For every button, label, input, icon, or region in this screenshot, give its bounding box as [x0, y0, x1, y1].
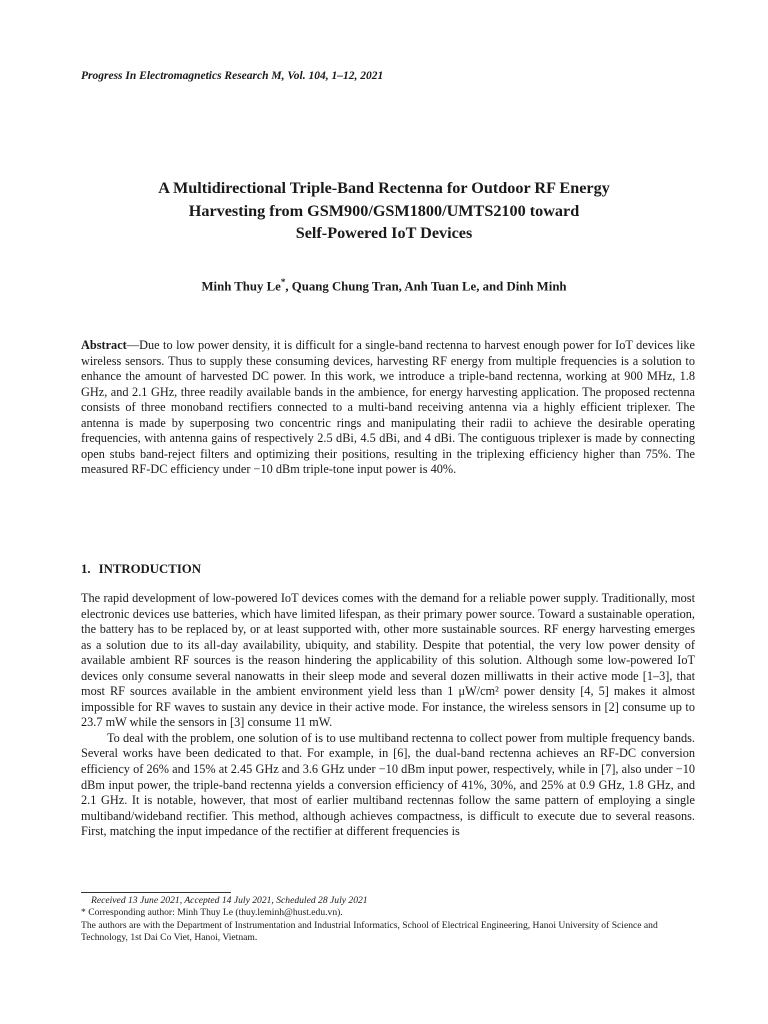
footnotes [81, 895, 695, 944]
title-line: Self-Powered IoT Devices [295, 224, 473, 242]
abstract-label: Abstract [81, 338, 127, 352]
section-heading [81, 562, 201, 577]
title-line: Harvesting from GSM900/GSM1800/UMTS2100 toward [188, 201, 580, 220]
affiliation: The authors are with the Department of Instrumentation and Industrial Informatics, School of Electrical Engineering, Hanoi University of Science and Technology, 1st Dai Co Viet, Hanoi, Vietnam. [81, 919, 658, 943]
section-title: INTRODUCTION [98, 562, 201, 576]
paragraph: To deal with the problem, one solution of is to use multiband rectenna to collect power from multiple frequency bands. Several works have been dedicated to that. For example, in [6], the dual-band rectenna achieves an RF-DC conversion efficiency of 26% and 15% at 2.45 GHz and 3.6 GHz under −10 dBm input power, respectively, while in [7], also under −10 dBm input power, the triple-band rectenna yields a conversion efficiency of 41%, 30%, and 25% at 0.9 GHz, 1.8 GHz, and 2.1 GHz. It is notable, however, that most of earlier multiband rectennas follow the same pattern of employing a single multiband/wideband rectifier. This method, although achieves compactness, is difficult to execute due to several reasons. First, matching the input impedance of the rectifier at different frequencies is [81, 730, 695, 839]
journal-header: Progress In Electromagnetics Research M, Vol. 104, 1–12, 2021 [81, 70, 384, 82]
other-authors: , Quang Chung Tran, Anh Tuan Le, and Dinh Minh [285, 279, 567, 294]
corresponding-author: * Corresponding author: Minh Thuy Le (thuy.leminh@hust.edu.vn). [81, 907, 343, 919]
corresponding-mark: * [280, 277, 286, 287]
paragraph: The rapid development of low-powered IoT devices comes with the demand for a reliable power supply. Traditionally, most electronic devices use batteries, which have limited lifespan, as their primary power source. Toward a sustainable operation, the battery has to be replaced by, or at least supported with, other more sustainable sources. RF energy harvesting emerges as a solution due to its all-day availability, ubiquity, and stability. Despite that potential, the very low power density of available ambient RF sources is the reason hindering the applicability of this solution. Although some low-powered IoT devices only consume several nanowatts in their sleep mode and several dozen milliwatts in their active mode [1–3], that most RF sources available in the ambient environment yield less than 1 μW/cm² power density [4, 5] makes it almost impossible for RF waves to sustain any device in their active mode. For instance, the wireless sensors in [2] consume up to 23.7 mW while the sensors in [3] consume 11 mW. [81, 591, 695, 730]
footnote-divider [81, 892, 231, 893]
body-text [81, 591, 695, 840]
first-author: Minh Thuy Le [201, 279, 281, 294]
abstract-text: —Due to low power density, it is difficult for a single-band rectenna to harvest enough power for IoT devices like wireless sensors. Thus to supply these consuming devices, harvesting RF energy from multiple frequencies is a solution to enhance the amount of harvested DC power. In this work, we introduce a triple-band rectenna, working at 900 MHz, 1.8 GHz, and 2.1 GHz, three readily available bands in the ambience, for energy harvesting application. The proposed rectenna consists of three monoband rectifiers connected to a multi-band receiving antenna via a highly efficient triplexer. The antenna is made by superposing two concentric rings and manipulating their radii to achieve the desirable operating frequencies, with antenna gains of respectively 2.5 dBi, 4.5 dBi, and 4 dBi. The contiguous triplexer is made by connecting open stubs band-reject filters and optimizing their positions, resulting in the triplexing efficiency higher than 75%. The measured RF-DC efficiency under −10 dBm triple-tone input power is 40%. [81, 338, 695, 477]
received-dates: Received 13 June 2021, Accepted 14 July 2021, Scheduled 28 July 2021 [91, 895, 368, 906]
author-list [60, 277, 708, 294]
title-line: A Multidirectional Triple-Band Rectenna for Outdoor RF Energy [158, 179, 610, 197]
abstract [81, 338, 695, 478]
paper-title [60, 177, 708, 245]
section-number: 1. [81, 562, 91, 576]
